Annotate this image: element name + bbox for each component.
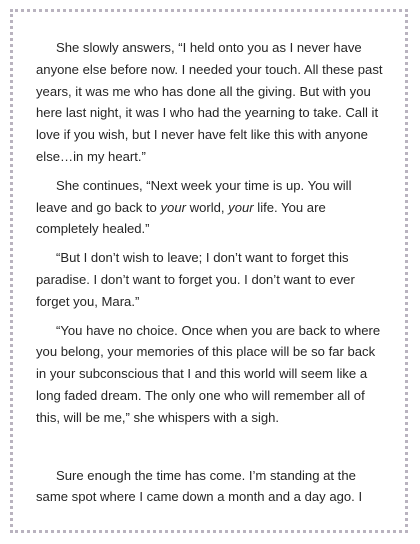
paragraph-text: “But I don’t wish to leave; I don’t want to forget this paradise. I don’t want to forget you. I don’t want to ever forget you, Mara.” <box>36 250 355 309</box>
paragraph-5 <box>36 465 384 509</box>
paragraph-text: “You have no choice. Once when you are back to where you belong, your memories of this place will be so far back in your subconscious that I and this world will seem like a long faded dream. The only one who will remember all of this, will be me,” she whispers with a sigh. <box>36 322 381 425</box>
italic-word: your <box>228 199 254 215</box>
paragraph-text: She continues, “Next week your time is up. You will leave and go back to <box>36 177 352 215</box>
paragraph-2 <box>36 175 384 240</box>
paragraph-4 <box>36 320 384 429</box>
paragraph-3 <box>36 247 384 312</box>
paragraph-text: life. You are completely healed.” <box>36 199 326 237</box>
italic-word: your <box>160 199 186 215</box>
paragraph-text: Sure enough the time has come. I’m standing at the same spot where I came down a month and a day ago. I <box>36 467 363 505</box>
story-text <box>36 37 384 515</box>
paragraph-1 <box>36 37 384 168</box>
paragraph-text: She slowly answers, “I held onto you as I never have anyone else before now. I needed your touch. All these past years, it was me who has done all the giving. But with you here last night, it was I who had the yearning to take. Call it love if you wish, but I never have felt like this with anyone else…in my heart.” <box>36 40 383 164</box>
paragraph-text: world, <box>185 199 229 215</box>
